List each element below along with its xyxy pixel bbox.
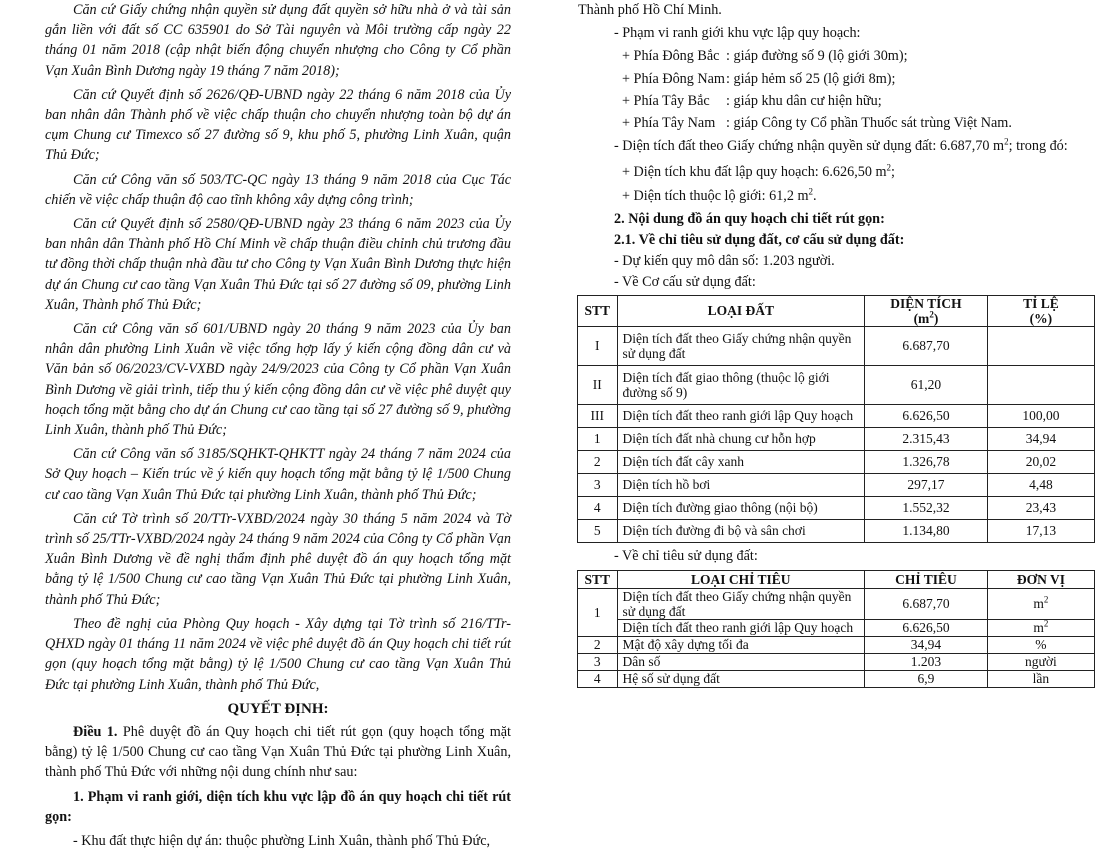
cell-area: 6.626,50 [865,404,988,427]
cell-stt: I [578,326,618,365]
table-row [578,404,1095,427]
road-area-text: + Diện tích thuộc lộ giới: 61,2 m [622,187,809,204]
section-2-heading: 2. Nội dung đồ án quy hoạch chi tiết rút gọn: [614,210,885,227]
table-row [578,473,1095,496]
cell-ratio: 100,00 [987,404,1094,427]
cell-indicator-type: Hệ số sử dụng đất [617,670,865,687]
cell-stt: 3 [578,653,618,670]
unit-superscript: 2 [1004,136,1009,147]
cell-unit: % [987,636,1094,653]
population-estimate: - Dự kiến quy mô dân số: 1.203 người. [614,253,835,270]
cell-indicator: 34,94 [865,636,988,653]
table-row [578,365,1095,404]
cell-stt: 4 [578,496,618,519]
unit-superscript: 2 [1043,594,1049,605]
boundary-direction: + Phía Đông Bắc [622,48,720,65]
cell-stt: 3 [578,473,618,496]
col-area [865,295,988,326]
boundary-northwest [622,91,1078,111]
project-location: - Khu đất thực hiện dự án: thuộc phường Linh Xuân, thành phố Thủ Đức, [73,832,491,849]
right-column [578,0,1078,688]
road-area-tail: . [813,187,817,204]
cell-stt: 1 [578,588,618,636]
boundary-southwest [622,113,1078,133]
cell-unit-text: m [1033,596,1044,612]
boundary-description: : giáp Công ty Cổ phần Thuốc sát trùng Việt Nam. [726,115,1012,132]
cell-unit [987,619,1094,636]
cell-land-type: Diện tích đất cây xanh [617,450,865,473]
boundary-description: : giáp khu dân cư hiện hữu; [726,92,882,109]
land-structure-heading: - Về Cơ cấu sử dụng đất: [614,274,756,291]
paragraph-2: Căn cứ Quyết định số 2626/QĐ-UBND ngày 22 tháng 6 năm 2018 của Ủy ban nhân dân Thành phố về việc chấp thuận cho chuyển nhượng toàn bộ dự án cụm Chung cư Timexco số 27 đường số 9, khu phố 5, phường Linh Xuân, quận Thủ Đức; [45,86,511,164]
cell-area: 2.315,43 [865,427,988,450]
left-column [45,0,511,851]
table-row [578,496,1095,519]
paragraph-7: Căn cứ Tờ trình số 20/TTr-VXBD/2024 ngày 30 tháng 5 năm 2024 và Tờ trình số 25/TTr-VXBD/2024 ngày 24 tháng 9 năm 2024 của Công ty Cổ phần Vạn Xuân Bình Dương về đề nghị thẩm định phê duyệt đồ án quy hoạch tổng mặt bằng tỷ lệ 1/500 Chung cư cao tầng Vạn Xuân Thủ Đức tại phường Linh Xuân, thành phố Thủ Đức; [45,510,511,608]
cell-unit: người [987,653,1094,670]
scope-heading: - Phạm vi ranh giới khu vực lập quy hoạch: [614,25,861,42]
road-area [578,186,1078,206]
cell-ratio: 17,13 [987,519,1094,542]
table-row [578,636,1095,653]
land-area-text: - Diện tích đất theo Giấy chứng nhận quyền sử dụng đất: 6.687,70 m [614,138,1005,155]
paragraph-1: Căn cứ Giấy chứng nhận quyền sử dụng đất quyền sở hữu nhà ở và tài sản gắn liền với đất số CC 635901 do Sở Tài nguyên và Môi trường cấp ngày 22 tháng 01 năm 2018 (cập nhật biến động chuyển nhượng cho Công ty Cổ phần Vạn Xuân Bình Dương ngày 19 tháng 7 năm 2018); [45,2,511,79]
cell-indicator: 6.626,50 [865,619,988,636]
paragraph-6: Căn cứ Công văn số 3185/SQHKT-QHKTT ngày 24 tháng 7 năm 2024 của Sở Quy hoạch – Kiến trúc về ý kiến quy hoạch tổng mặt bằng tỷ lệ 1/500 Chung cư cao tầng Vạn Xuân Thủ Đức tại phường Linh Xuân, thành phố Thủ Đức; [45,446,511,503]
planning-area-text: + Diện tích khu đất lập quy hoạch: 6.626,50 m [622,164,887,181]
boundary-southeast [622,69,1078,89]
land-area [578,136,1078,156]
table-row [578,450,1095,473]
boundary-direction: + Phía Tây Bắc [622,92,710,109]
planning-area-tail: ; [891,164,895,181]
col-ratio [987,295,1094,326]
table-row [578,619,1095,636]
cell-land-type: Diện tích đường giao thông (nội bộ) [617,496,865,519]
table-row [578,427,1095,450]
boundary-description: : giáp đường số 9 (lộ giới 30m); [726,48,908,65]
cell-area: 1.552,32 [865,496,988,519]
cell-indicator: 1.203 [865,653,988,670]
cell-ratio: 23,43 [987,496,1094,519]
land-use-indicators-table [577,570,1095,688]
land-area-tail: ; trong đó: [1008,138,1068,155]
cell-unit [987,588,1094,619]
col-area-title: DIỆN TÍCH [890,295,962,311]
table-row [578,653,1095,670]
planning-area [578,162,1078,182]
cell-area: 297,17 [865,473,988,496]
col-land-type: LOẠI ĐẤT [617,295,865,326]
cell-ratio [987,365,1094,404]
location-continuation: Thành phố Hồ Chí Minh. [578,2,722,18]
article-1 [45,722,511,783]
cell-land-type: Diện tích đất giao thông (thuộc lộ giới đường số 9) [617,365,865,404]
col-indicator: CHỈ TIÊU [865,570,988,588]
table-row [578,519,1095,542]
table-row [578,670,1095,687]
cell-area: 1.134,80 [865,519,988,542]
boundary-description: : giáp hẻm số 25 (lộ giới 8m); [726,70,896,87]
table-row [578,588,1095,619]
cell-indicator-type: Mật độ xây dựng tối đa [617,636,865,653]
paragraph-8: Theo đề nghị của Phòng Quy hoạch - Xây dựng tại Tờ trình số 216/TTr-QHXD ngày 01 tháng 11 năm 2024 về việc phê duyệt đồ án Quy hoạch chi tiết rút gọn (quy hoạch tổng mặt bằng) tỷ lệ 1/500 Chung cư cao tầng Vạn Xuân Thủ Đức tại phường Linh Xuân, thành phố Thủ Đức, [45,615,511,693]
land-use-structure-table [577,295,1095,543]
cell-ratio [987,326,1094,365]
col-unit: ĐƠN VỊ [987,570,1094,588]
cell-ratio: 20,02 [987,450,1094,473]
table-row [578,326,1095,365]
table-header-row [578,570,1095,588]
cell-stt: 5 [578,519,618,542]
cell-land-type: Diện tích đường đi bộ và sân chơi [617,519,865,542]
col-stt: STT [578,295,618,326]
cell-indicator: 6,9 [865,670,988,687]
unit-superscript: 2 [929,309,934,320]
cell-ratio: 34,94 [987,427,1094,450]
cell-land-type: Diện tích đất theo ranh giới lập Quy hoạch [617,404,865,427]
paragraph-3: Căn cứ Công văn số 503/TC-QC ngày 13 tháng 9 năm 2018 của Cục Tác chiến về việc chấp thuận độ cao tĩnh không xây dựng công trình; [45,171,511,208]
cell-area: 6.687,70 [865,326,988,365]
cell-ratio: 4,48 [987,473,1094,496]
boundary-northeast [622,46,1078,66]
unit-superscript: 2 [886,162,892,173]
cell-stt: 1 [578,427,618,450]
cell-indicator: 6.687,70 [865,588,988,619]
col-area-unit: (m [913,310,930,326]
cell-area: 1.326,78 [865,450,988,473]
article-1-text: Phê duyệt đồ án Quy hoạch chi tiết rút gọn (quy hoạch tổng mặt bằng) tỷ lệ 1/500 Chung cư cao tầng Vạn Xuân Thủ Đức tại phường Linh Xuân, thành phố Thủ Đức với những nội dung chính như sau: [45,723,511,781]
cell-stt: 2 [578,450,618,473]
col-stt: STT [578,570,618,588]
boundary-direction: + Phía Tây Nam [622,115,716,132]
cell-stt: II [578,365,618,404]
cell-land-type: Diện tích đất theo Giấy chứng nhận quyền sử dụng đất [617,326,865,365]
cell-indicator-type: Diện tích đất theo ranh giới lập Quy hoạch [617,619,865,636]
decision-heading: QUYẾT ĐỊNH: [227,700,329,717]
cell-unit: lần [987,670,1094,687]
paragraph-4: Căn cứ Quyết định số 2580/QĐ-UBND ngày 23 tháng 6 năm 2023 của Ủy ban nhân dân Thành phố Hồ Chí Minh về chấp thuận điều chỉnh chủ trương đầu tư đồng thời chấp thuận nhà đầu tư cho Công ty Vạn Xuân Bình Dương thực hiện dự án Chung cư cao tầng Vạn Xuân Thủ Đức tại số 27 đường số 09, phường Linh Xuân, Thành phố Thủ Đức; [45,216,511,313]
col-indicator-type: LOẠI CHỈ TIÊU [617,570,865,588]
col-area-unit-close: ) [933,310,939,326]
cell-stt: 2 [578,636,618,653]
cell-land-type: Diện tích đất nhà chung cư hỗn hợp [617,427,865,450]
col-ratio-title: TỈ LỆ [1023,295,1059,311]
cell-indicator-type: Dân số [617,653,865,670]
cell-area: 61,20 [865,365,988,404]
boundary-list [578,46,1078,133]
section-1-heading: 1. Phạm vi ranh giới, diện tích khu vực lập đồ án quy hoạch chi tiết rút gọn: [45,788,511,825]
indicators-heading: - Về chỉ tiêu sử dụng đất: [614,547,758,564]
table-header-row [578,295,1095,326]
cell-land-type: Diện tích hồ bơi [617,473,865,496]
section-2-1-heading: 2.1. Về chỉ tiêu sử dụng đất, cơ cấu sử dụng đất: [614,232,905,249]
cell-indicator-type: Diện tích đất theo Giấy chứng nhận quyền sử dụng đất [617,588,865,619]
unit-superscript: 2 [1043,618,1049,629]
unit-superscript: 2 [808,185,814,196]
article-1-label: Điều 1. [73,723,118,740]
cell-stt: 4 [578,670,618,687]
cell-stt: III [578,404,618,427]
boundary-direction: + Phía Đông Nam [622,70,725,87]
paragraph-5: Căn cứ Công văn số 601/UBND ngày 20 tháng 9 năm 2023 của Ủy ban nhân dân phường Linh Xuân về việc tổng hợp lấy ý kiến cộng đồng dân cư và Văn bản số 06/2023/CV-VXBD ngày 24/9/2023 của Công ty Cổ phần Vạn Xuân Bình Dương về giải trình, tiếp thu ý kiến cộng đồng dân cư về việc phê duyệt quy hoạch tổng mặt bằng cho dự án Chung cư cao tầng tại số 27 đường số 9, phường Linh Xuân, thành phố Thủ Đức; [45,321,511,439]
col-ratio-unit: (%) [1029,310,1053,326]
cell-unit-text: m [1033,620,1044,636]
